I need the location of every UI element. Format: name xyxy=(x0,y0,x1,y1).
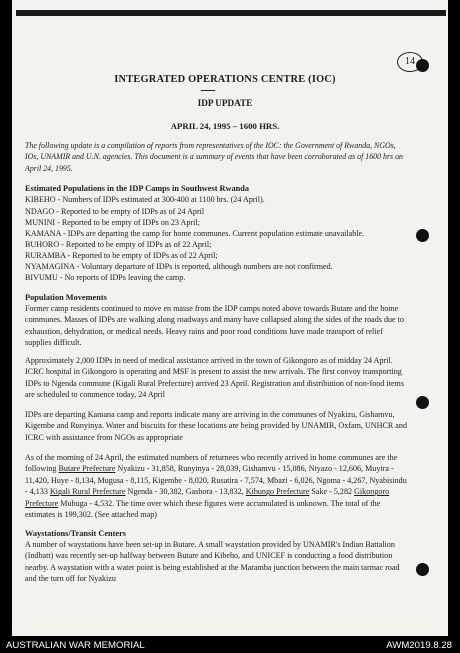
punch-hole-icon xyxy=(416,59,429,72)
document-subtitle: IDP UPDATE xyxy=(197,98,253,108)
movements-paragraph-2: Approximately 2,000 IDPs in need of medical assistance arrived in the town of Gikongoro as of midday 24 April. ICRC hospital in Gikongoro is operating and MSF is present to assist the new arrivals. The first convoy transporting IDPs to Ngenda commune (Kigali Rural Prefecture) arrived 23 April. Registration and distribution of non-food items are scheduled to commence today, 24 April xyxy=(25,356,404,400)
camp-line: RURAMBA - Reported to be empty of IDPs as of 22 April; xyxy=(25,251,218,260)
gikongoro-prefecture-label: Gikongoro Prefecture xyxy=(25,487,390,508)
movements-paragraph-1: Former camp residents continued to move en masse from the IDP camps noted above towards Butare and the home communes. Masses of IDPs are walking along roadways and many have collapsed along the sides of the roads due to exhaustion, dehydration, or medical needs. Heavy rains and poor road conditions have made transport of relief supplies difficult. xyxy=(25,304,404,348)
document-title: INTEGRATED OPERATIONS CENTRE (IOC) xyxy=(114,74,336,85)
camp-line: MUNINI - Reported to be empty of IDPs on 23 April; xyxy=(25,218,200,227)
footer-reference: AWM2019.8.28 xyxy=(386,640,452,651)
estimated-heading: Estimated Populations in the IDP Camps in Southwest Rwanda xyxy=(25,184,250,193)
camp-line: NYAMAGINA - Voluntary departure of IDPs is reported, although numbers are not confirmed. xyxy=(25,262,333,271)
document-dateline: APRIL 24, 1995 – 1600 HRS. xyxy=(170,121,280,131)
movements-heading: Population Movements xyxy=(25,293,107,302)
kibungo-prefecture-label: Kibungo Prefecture xyxy=(245,487,310,497)
page-number-circle: 14 xyxy=(397,52,423,72)
camp-line: KIBEHO - Numbers of IDPs estimated at 300-400 at 1100 hrs. (24 April). xyxy=(25,195,265,204)
camp-line: KAMANA - IDPs are departing the camp for home communes. Current population estimate unavailable. xyxy=(25,229,365,238)
kigali-rural-prefecture-label: Kigali Rural Prefecture xyxy=(49,487,126,497)
butare-prefecture-label: Butare Prefecture xyxy=(58,464,116,474)
returnees-paragraph: As of the morning of 24 April, the estimated numbers of returnees who recently arrived in home communes are the following Butare Prefecture Nyakizu - 31,858, Runyinya - 28,039, Gishamvu - 15,086, Ntyazo - 12,606, Muyira - 11,420, Huye - 8,134, Mugusa - 8,115, Kigembe - 8,020, Rusatira - 7,574, Mbazi - 6,026, Ngoma - 4,267, Nyabisindu - 4,133 Kigali Rural Prefecture Ngenda - 30,382, Gashora - 13,832, Kibungo Prefecture Sake - 5,282 Gikongoro Prefecture Mubuga - 4,532. The time over which these figures were accumulated is unknown. The total of the estimates is 199,302. (See attached map) xyxy=(25,453,407,520)
footer-source: AUSTRALIAN WAR MEMORIAL xyxy=(6,640,145,651)
waystations-heading: Waystations/Transit Centers xyxy=(25,529,127,538)
punch-hole-icon xyxy=(416,229,429,242)
camp-line: NDAGO - Reported to be empty of IDPs as of 24 April xyxy=(25,207,205,216)
intro-paragraph: The following update is a compilation of reports from representatives of the IOC: the Government of Rwanda, NGOs, IOs, UNAMIR and U.N. agencies. This document is a summary of events that have been corroborated as of 1600 hrs on April 24, 1995. xyxy=(25,141,403,173)
punch-hole-icon xyxy=(416,563,429,576)
top-bar xyxy=(16,10,446,16)
punch-hole-icon xyxy=(416,396,429,409)
camp-line: BUHORO - Reported to be empty of IDPs as of 22 April; xyxy=(25,240,212,249)
movements-paragraph-3: IDPs are departing Kamana camp and reports indicate many are arriving in the communes of Nyakizu, Gishamvu, Kigembe and Runyinya. Water and biscuits for these locations are being provided by UNAMIR, Oxfam, UNHCR and ICRC with assistance from NGOs as appropriate xyxy=(25,410,407,442)
title-dash xyxy=(201,90,215,91)
camp-line: BIVUMU - No reports of IDPs leaving the camp. xyxy=(25,273,186,282)
document-page xyxy=(12,0,448,636)
waystations-paragraph: A number of waystations have been set-up in Butare. A small waystation provided by UNAMIR's Indian Battalion (Indbatt) was recently set-up halfway between Butare and Kibeho, and UNICEF is conducting a food distribution nearby. A waystation with a water point is being established at the Maramba junction between the main tarmac road and the turn off for Nyakizu xyxy=(25,540,400,584)
